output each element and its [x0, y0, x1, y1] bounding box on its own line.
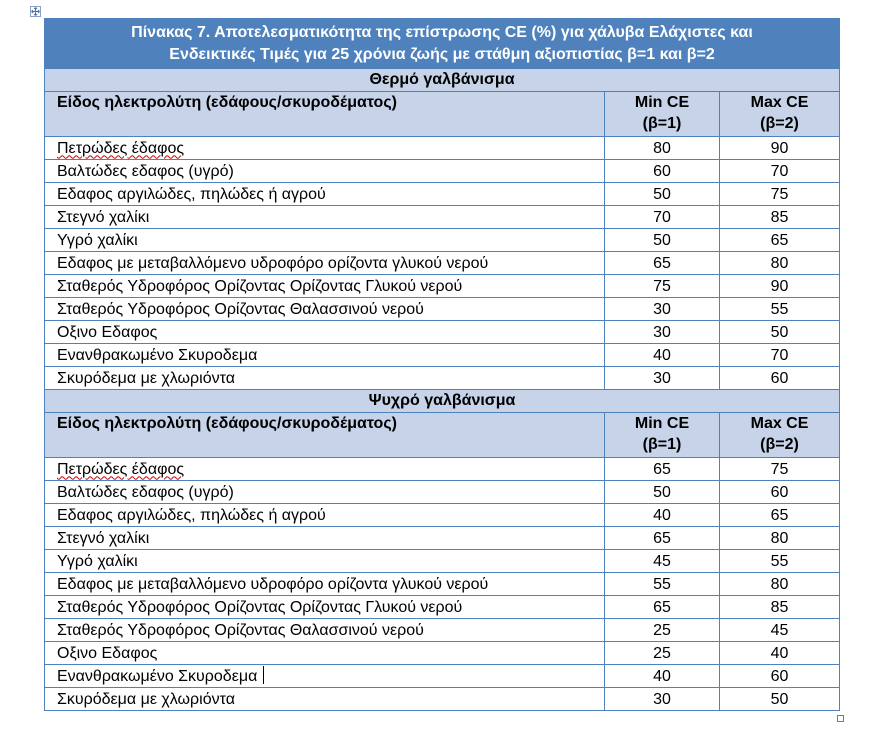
electrolyte-label: Εδαφος αργιλώδες, πηλώδες ή αγρού — [57, 185, 326, 203]
table-caption-row — [45, 19, 840, 69]
min-ce-value[interactable]: 65 — [605, 458, 720, 481]
min-ce-value[interactable]: 50 — [605, 229, 720, 252]
max-ce-value[interactable]: 55 — [720, 550, 840, 573]
column-header-row — [45, 92, 840, 137]
min-ce-value[interactable]: 55 — [605, 573, 720, 596]
electrolyte-cell[interactable] — [45, 321, 605, 344]
table-row — [45, 367, 840, 390]
table-row — [45, 298, 840, 321]
caption-line-2: Ενδεικτικές Τιμές για 25 χρόνια ζωής με στάθμη αξιοπιστίας β=1 και β=2 — [169, 46, 715, 63]
electrolyte-label: Σταθερός Υδροφόρος Ορίζοντας Ορίζοντας Γλυκού νερού — [57, 598, 463, 616]
min-ce-value[interactable]: 80 — [605, 137, 720, 160]
max-ce-value[interactable]: 60 — [720, 481, 840, 504]
table-resize-handle-icon[interactable] — [837, 715, 844, 722]
column-header-electrolyte[interactable]: Είδος ηλεκτρολύτη (εδάφους/σκυροδέματος) — [45, 92, 605, 137]
min-ce-line-2: (β=1) — [642, 436, 682, 453]
electrolyte-label: Βαλτώδες εδαφος (υγρό) — [57, 483, 234, 501]
table-row — [45, 229, 840, 252]
electrolyte-cell[interactable] — [45, 596, 605, 619]
electrolyte-label: Στεγνό χαλίκι — [57, 208, 150, 226]
max-ce-line-2: (β=2) — [760, 115, 799, 132]
table-row — [45, 481, 840, 504]
electrolyte-cell[interactable] — [45, 665, 605, 688]
min-ce-value[interactable]: 70 — [605, 206, 720, 229]
electrolyte-cell[interactable] — [45, 527, 605, 550]
table-row — [45, 619, 840, 642]
max-ce-value[interactable]: 85 — [720, 206, 840, 229]
electrolyte-cell[interactable] — [45, 573, 605, 596]
max-ce-value[interactable]: 40 — [720, 642, 840, 665]
electrolyte-cell[interactable] — [45, 344, 605, 367]
electrolyte-cell[interactable] — [45, 229, 605, 252]
table-row — [45, 527, 840, 550]
electrolyte-label: Πετρώδες έδαφος — [57, 139, 185, 157]
table-row — [45, 137, 840, 160]
electrolyte-label: Εδαφος με μεταβαλλόμενο υδροφόρο ορίζοντα γλυκού νερού — [57, 254, 489, 272]
electrolyte-cell[interactable] — [45, 298, 605, 321]
electrolyte-label: Υγρό χαλίκι — [57, 231, 138, 249]
electrolyte-cell[interactable] — [45, 688, 605, 711]
table-row — [45, 183, 840, 206]
min-ce-value[interactable]: 40 — [605, 344, 720, 367]
max-ce-value[interactable]: 75 — [720, 183, 840, 206]
column-header-max-ce[interactable] — [720, 413, 840, 458]
electrolyte-cell[interactable] — [45, 367, 605, 390]
min-ce-value[interactable]: 40 — [605, 504, 720, 527]
min-ce-value[interactable]: 30 — [605, 367, 720, 390]
electrolyte-label: Σκυρόδεμα με χλωριόντα — [57, 369, 235, 387]
table-row — [45, 596, 840, 619]
electrolyte-cell[interactable] — [45, 550, 605, 573]
column-header-min-ce[interactable] — [605, 413, 720, 458]
max-ce-value[interactable]: 80 — [720, 527, 840, 550]
max-ce-value[interactable]: 85 — [720, 596, 840, 619]
max-ce-value[interactable]: 65 — [720, 504, 840, 527]
column-header-min-ce[interactable] — [605, 92, 720, 137]
max-ce-value[interactable]: 70 — [720, 160, 840, 183]
electrolyte-cell[interactable] — [45, 183, 605, 206]
electrolyte-cell[interactable] — [45, 275, 605, 298]
max-ce-value[interactable]: 80 — [720, 573, 840, 596]
electrolyte-cell[interactable] — [45, 458, 605, 481]
electrolyte-label: Εδαφος αργιλώδες, πηλώδες ή αγρού — [57, 506, 326, 524]
max-ce-line-1: Max CE — [750, 415, 809, 432]
min-ce-value[interactable]: 50 — [605, 481, 720, 504]
min-ce-value[interactable]: 45 — [605, 550, 720, 573]
min-ce-line-1: Min CE — [634, 415, 690, 432]
electrolyte-cell[interactable] — [45, 206, 605, 229]
electrolyte-label: Σταθερός Υδροφόρος Ορίζοντας Θαλασσινού νερού — [57, 300, 424, 318]
max-ce-value[interactable]: 50 — [720, 688, 840, 711]
table-row — [45, 206, 840, 229]
electrolyte-label: Εδαφος με μεταβαλλόμενο υδροφόρο ορίζοντα γλυκού νερού — [57, 575, 489, 593]
electrolyte-label: Στεγνό χαλίκι — [57, 529, 150, 547]
max-ce-value[interactable]: 65 — [720, 229, 840, 252]
min-ce-value[interactable]: 30 — [605, 688, 720, 711]
max-ce-line-1: Max CE — [750, 94, 809, 111]
max-ce-line-2: (β=2) — [760, 436, 799, 453]
max-ce-value[interactable]: 55 — [720, 298, 840, 321]
table-row — [45, 665, 840, 688]
table-row — [45, 688, 840, 711]
max-ce-value[interactable]: 70 — [720, 344, 840, 367]
max-ce-value[interactable]: 45 — [720, 619, 840, 642]
table-row — [45, 550, 840, 573]
min-ce-line-1: Min CE — [634, 94, 690, 111]
min-ce-value[interactable]: 30 — [605, 321, 720, 344]
electrolyte-label: Σκυρόδεμα με χλωριόντα — [57, 690, 235, 708]
min-ce-value[interactable]: 65 — [605, 596, 720, 619]
table-move-handle-icon[interactable] — [30, 6, 41, 17]
min-ce-value[interactable]: 60 — [605, 160, 720, 183]
table-caption[interactable] — [45, 19, 840, 69]
max-ce-value[interactable]: 50 — [720, 321, 840, 344]
max-ce-value[interactable]: 60 — [720, 665, 840, 688]
section-title-row — [45, 69, 840, 92]
max-ce-value[interactable]: 80 — [720, 252, 840, 275]
max-ce-value[interactable]: 60 — [720, 367, 840, 390]
min-ce-value[interactable]: 25 — [605, 619, 720, 642]
electrolyte-label: Πετρώδες έδαφος — [57, 460, 185, 478]
electrolyte-cell[interactable] — [45, 137, 605, 160]
electrolyte-label: Ενανθρακωμένο Σκυροδεμα — [57, 667, 258, 685]
table-row — [45, 344, 840, 367]
table-row — [45, 252, 840, 275]
table-row — [45, 275, 840, 298]
table-row — [45, 642, 840, 665]
electrolyte-cell[interactable] — [45, 252, 605, 275]
section-title-row — [45, 390, 840, 413]
electrolyte-label: Οξινο Εδαφος — [57, 644, 158, 662]
electrolyte-label: Υγρό χαλίκι — [57, 552, 138, 570]
electrolyte-label: Οξινο Εδαφος — [57, 323, 158, 341]
min-ce-value[interactable]: 65 — [605, 527, 720, 550]
section-title[interactable]: Ψυχρό γαλβάνισμα — [45, 390, 840, 413]
electrolyte-cell[interactable] — [45, 642, 605, 665]
electrolyte-cell[interactable] — [45, 481, 605, 504]
min-ce-line-2: (β=1) — [642, 115, 682, 132]
electrolyte-label: Σταθερός Υδροφόρος Ορίζοντας Θαλασσινού νερού — [57, 621, 424, 639]
table-row — [45, 321, 840, 344]
electrolyte-cell[interactable] — [45, 504, 605, 527]
section-title[interactable]: Θερμό γαλβάνισμα — [45, 69, 840, 92]
min-ce-value[interactable]: 40 — [605, 665, 720, 688]
min-ce-value[interactable]: 65 — [605, 252, 720, 275]
ce-effectiveness-table — [44, 18, 840, 711]
min-ce-value[interactable]: 50 — [605, 183, 720, 206]
electrolyte-label: Βαλτώδες εδαφος (υγρό) — [57, 162, 234, 180]
table-row — [45, 504, 840, 527]
table-row — [45, 573, 840, 596]
min-ce-value[interactable]: 30 — [605, 298, 720, 321]
electrolyte-label: Ενανθρακωμένο Σκυροδεμα — [57, 346, 258, 364]
electrolyte-cell[interactable] — [45, 160, 605, 183]
electrolyte-label: Σταθερός Υδροφόρος Ορίζοντας Ορίζοντας Γλυκού νερού — [57, 277, 463, 295]
electrolyte-cell[interactable] — [45, 619, 605, 642]
caption-line-1: Πίνακας 7. Αποτελεσματικότητα της επίστρωσης CE (%) για χάλυβα Ελάχιστες και — [131, 24, 753, 41]
table-row — [45, 160, 840, 183]
min-ce-value[interactable]: 25 — [605, 642, 720, 665]
text-cursor — [263, 666, 264, 684]
max-ce-value[interactable]: 90 — [720, 275, 840, 298]
column-header-row — [45, 413, 840, 458]
column-header-electrolyte[interactable]: Είδος ηλεκτρολύτη (εδάφους/σκυροδέματος) — [45, 413, 605, 458]
max-ce-value[interactable]: 90 — [720, 137, 840, 160]
min-ce-value[interactable]: 75 — [605, 275, 720, 298]
table-row — [45, 458, 840, 481]
max-ce-value[interactable]: 75 — [720, 458, 840, 481]
column-header-max-ce[interactable] — [720, 92, 840, 137]
